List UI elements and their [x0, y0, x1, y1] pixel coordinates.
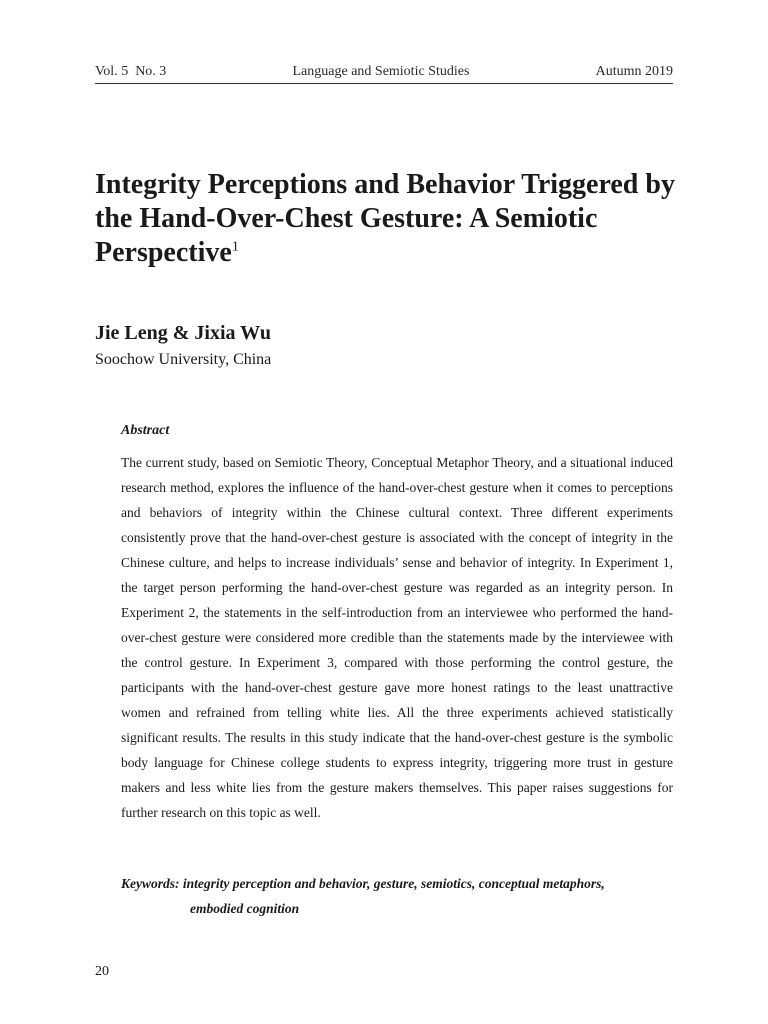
article-title-text: Integrity Perceptions and Behavior Triggered by the Hand-Over-Chest Gesture: A Semiotic Perspective: [95, 169, 675, 268]
author-affiliation: Soochow University, China: [95, 351, 272, 368]
article-title: [95, 168, 685, 270]
keywords-line-1: integrity perception and behavior, gesture, semiotics, conceptual metaphors,: [182, 876, 605, 891]
page-number: 20: [95, 964, 109, 979]
header-divider: [95, 83, 673, 84]
author-names: Jie Leng & Jixia Wu: [95, 322, 271, 344]
abstract-body: The current study, based on Semiotic Theory, Conceptual Metaphor Theory, and a situational induced research method, explores the influence of the hand-over-chest gesture when it comes to perceptions and behaviors of integrity within the Chinese cultural context. Three different experiments consistently prove that the hand-over-chest gesture is associated with the concept of integrity in the Chinese culture, and helps to increase individuals’ sense and behavior of integrity. In Experiment 1, the target person performing the hand-over-chest gesture was regarded as an integrity person. In Experiment 2, the statements in the self-introduction from an interviewee who performed the hand-over-chest gesture were considered more credible than the statements made by the interviewee with the control gesture. In Experiment 3, compared with those performing the control gesture, the participants with the hand-over-chest gesture gave more honest ratings to the least unattractive women and refrained from telling white lies. All the three experiments achieved statistically significant results. The results in this study indicate that the hand-over-chest gesture is the symbolic body language for Chinese college students to express integrity, triggering more trust in gesture makers and less white lies from the gesture makers themselves. This paper raises suggestions for further research on this topic as well.: [121, 455, 673, 820]
keywords-line-2: embodied cognition: [190, 901, 300, 916]
journal-name: Language and Semiotic Studies: [292, 64, 470, 79]
title-footnote-marker[interactable]: 1: [231, 239, 239, 255]
keywords: [121, 871, 677, 921]
issue-season: Autumn 2019: [595, 64, 673, 79]
volume-issue: Vol. 5 No. 3: [95, 64, 167, 79]
running-header: [95, 63, 673, 81]
keywords-label: Keywords:: [121, 876, 180, 891]
abstract-heading: Abstract: [121, 423, 170, 438]
